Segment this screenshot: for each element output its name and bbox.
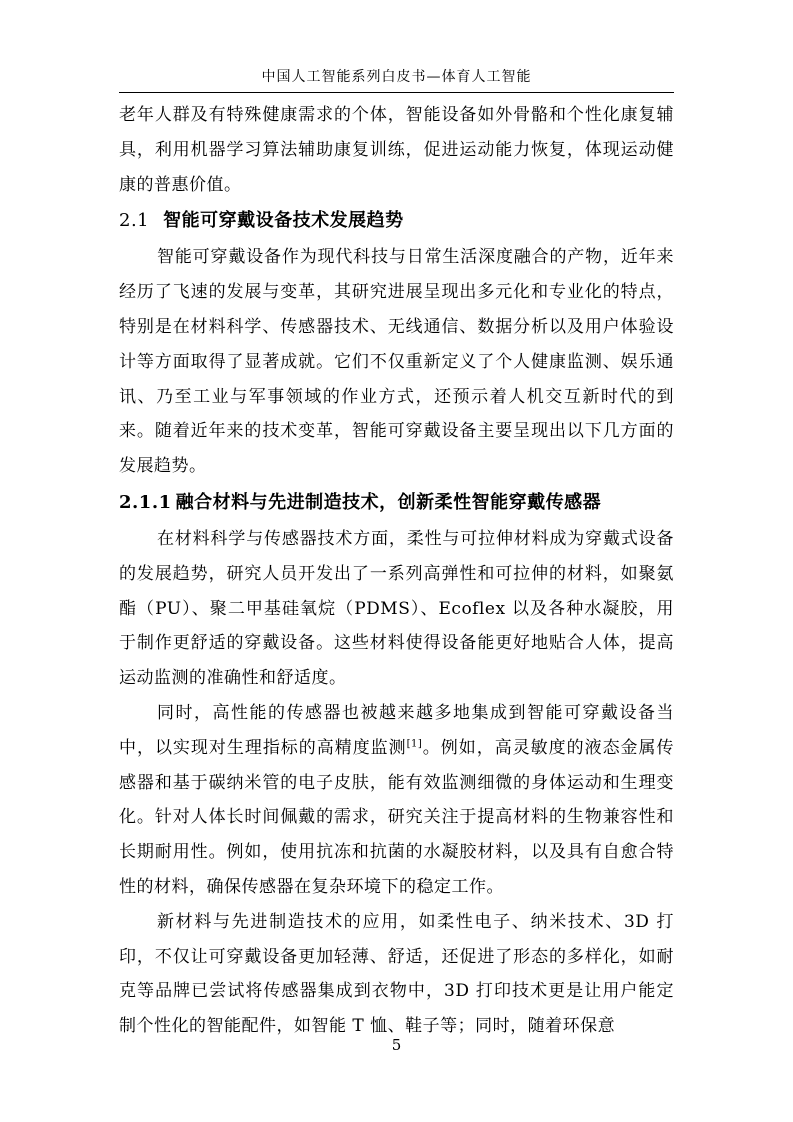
paragraph-materials: 在材料科学与传感器技术方面，柔性与可拉伸材料成为穿戴式设备的发展趋势，研究人员开发出了一系列高弹性和可拉伸的材料，如聚氨酯（PU）、聚二甲基硅氧烷（PDMS）、Ecoflex 以及各种水凝胶，用于制作更舒适的穿戴设备。这些材料使得设备能更好地贴合人体，提高运动监测的准确性和舒适度。 <box>119 528 674 689</box>
running-header: 中国人工智能系列白皮书—体育人工智能 <box>261 69 532 85</box>
header-divider <box>119 92 674 93</box>
paragraph-sensors <box>119 696 674 905</box>
paragraph-manufacturing: 新材料与先进制造技术的应用，如柔性电子、纳米技术、3D 打印，不仅让可穿戴设备更加轻薄、舒适，还促进了形态的多样化，如耐克等品牌已尝试将传感器集成到衣物中，3D 打印技术更是让用户能定制个性化的智能配件，如智能 T 恤、鞋子等；同时，随着环保意 <box>119 911 674 1037</box>
section-heading-2-1 <box>119 202 674 240</box>
citation-ref[interactable]: [1] <box>406 738 423 750</box>
paragraph-trends: 智能可穿戴设备作为现代科技与日常生活深度融合的产物，近年来经历了飞速的发展与变革，其研究进展呈现出多元化和专业化的特点，特别是在材料科学、传感器技术、无线通信、数据分析以及用户体验设计等方面取得了显著成就。它们不仅重新定义了个人健康监测、娱乐通讯、乃至工业与军事领域的作业方式，还预示着人机交互新时代的到来。随着近年来的技术变革，智能可穿戴设备主要呈现出以下几方面的发展趋势。 <box>119 247 674 477</box>
section-heading-2-1-1 <box>119 484 674 522</box>
section-number: 2.1 <box>119 210 150 232</box>
page-number: 5 <box>391 1036 402 1054</box>
page-body <box>119 98 674 1044</box>
subsection-title: 融合材料与先进制造技术，创新柔性智能穿戴传感器 <box>175 491 602 513</box>
sensors-text-start: 同时，高性能的传感器也被越来越多地集成到智能可穿戴设备当中，以实现对生理指标的高精度监测 <box>119 702 674 758</box>
paragraph-intro: 老年人群及有特殊健康需求的个体，智能设备如外骨骼和个性化康复辅具，利用机器学习算法辅助康复训练，促进运动能力恢复，体现运动健康的普惠价值。 <box>119 105 674 195</box>
section-title: 智能可穿戴设备技术发展趋势 <box>163 210 404 232</box>
subsection-number: 2.1.1 <box>119 491 172 513</box>
sensors-text-end: 。例如，高灵敏度的液态金属传感器和基于碳纳米管的电子皮肤，能有效监测细微的身体运动和生理变化。针对人体长时间佩戴的需求，研究关注于提高材料的生物兼容性和长期耐用性。例如，使用抗冻和抗菌的水凝胶材料，以及具有自愈合特性的材料，确保传感器在复杂环境下的稳定工作。 <box>119 737 675 897</box>
